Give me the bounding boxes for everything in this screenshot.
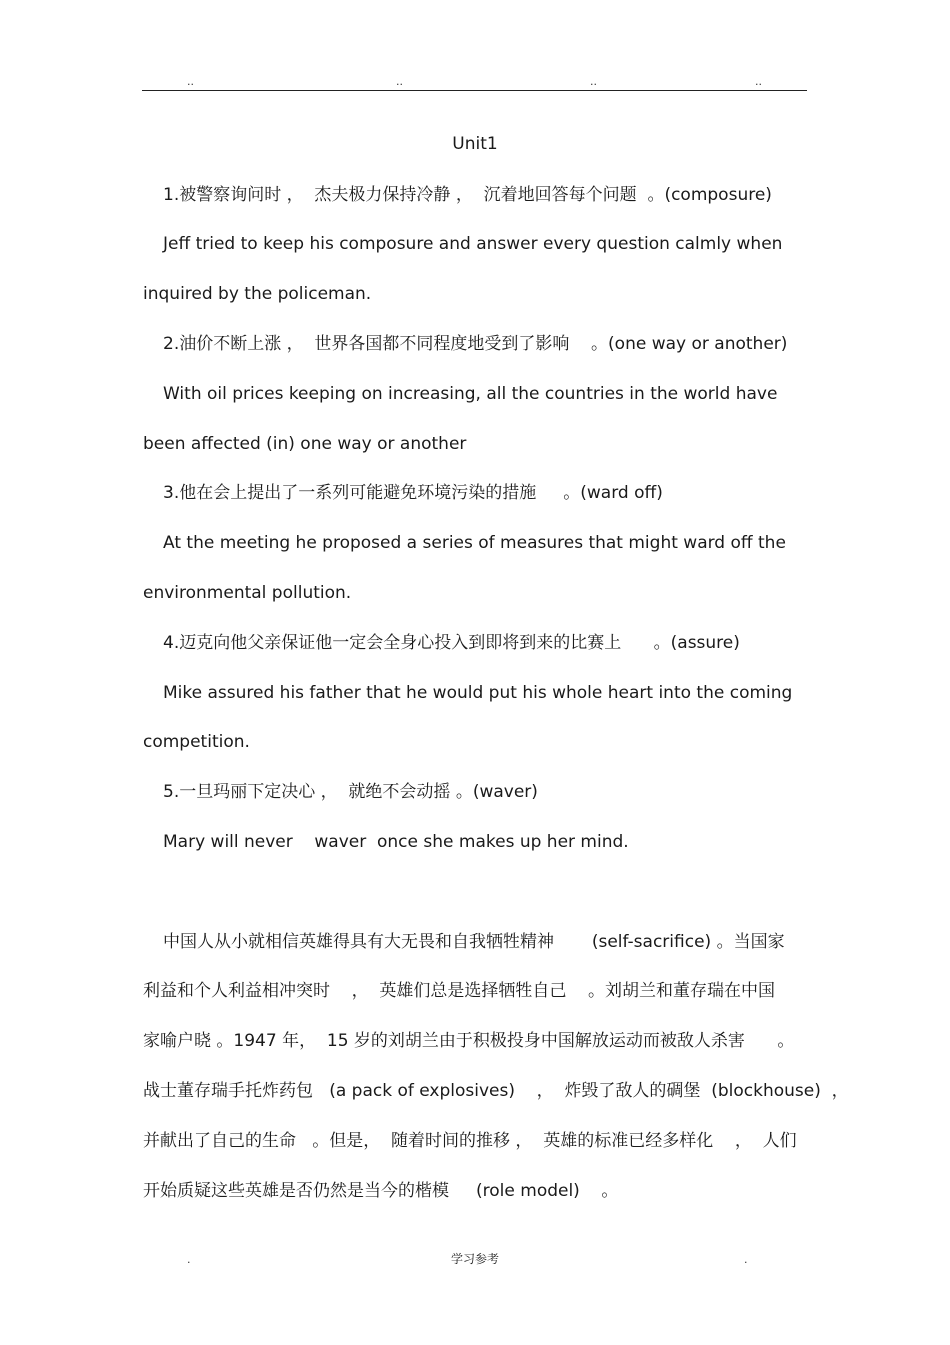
header-rule [142,90,807,91]
item-chinese-sentence: 2.油价不断上涨 ， 世界各国都不同程度地受到了影响 。(one way or another) [163,334,788,354]
paragraph-line: 并献出了自己的生命 。但是， 随着时间的推移 ， 英雄的标准已经多样化 ， 人们 [143,1131,797,1151]
footer-label: 学习参考 [450,1252,499,1266]
footer-dot: . [187,1253,191,1266]
paragraph-line: 开始质疑这些英雄是否仍然是当今的楷模 (role model) 。 [143,1181,619,1201]
footer-dot: . [744,1253,748,1266]
paragraph-line: 战士董存瑞手托炸药包 (a pack of explosives) ， 炸毁了敌人的碉堡 (blockhouse) ， [143,1081,849,1101]
item-english-translation: At the meeting he proposed a series of measures that might ward off the [163,533,786,553]
paragraph-line: 家喻户晓 。1947 年， 15 岁的刘胡兰由于积极投身中国解放运动而被敌人杀害 。 [143,1031,795,1051]
item-chinese-sentence: 5.一旦玛丽下定决心 ， 就绝不会动摇 。(waver) [163,782,538,802]
item-english-translation: Mary will never waver once she makes up her mind. [163,832,629,852]
header-dot: .. [187,75,194,88]
item-chinese-sentence: 3.他在会上提出了一系列可能避免环境污染的措施 。(ward off) [163,483,663,503]
item-english-translation: With oil prices keeping on increasing, all the countries in the world have [163,384,778,404]
paragraph-line: 中国人从小就相信英雄得具有大无畏和自我牺牲精神 (self-sacrifice) 。当国家 [163,932,785,952]
item-chinese-sentence: 1.被警察询问时 ， 杰夫极力保持冷静 ， 沉着地回答每个问题 。(composure) [163,185,772,205]
paragraph-line: 利益和个人利益相冲突时 ， 英雄们总是选择牺牲自己 。刘胡兰和董存瑞在中国 [143,981,776,1001]
header-dot: .. [590,75,597,88]
item-english-translation-continued: been affected (in) one way or another [143,434,467,454]
item-english-translation-continued: environmental pollution. [143,583,352,603]
page-title: Unit1 [452,134,498,154]
item-english-translation-continued: competition. [143,732,250,752]
item-english-translation-continued: inquired by the policeman. [143,284,372,304]
item-chinese-sentence: 4.迈克向他父亲保证他一定会全身心投入到即将到来的比赛上 。(assure) [163,633,740,653]
item-english-translation: Mike assured his father that he would put his whole heart into the coming [163,683,793,703]
header-dot: .. [396,75,403,88]
header-dot: .. [755,75,762,88]
item-english-translation: Jeff tried to keep his composure and answer every question calmly when [163,234,783,254]
